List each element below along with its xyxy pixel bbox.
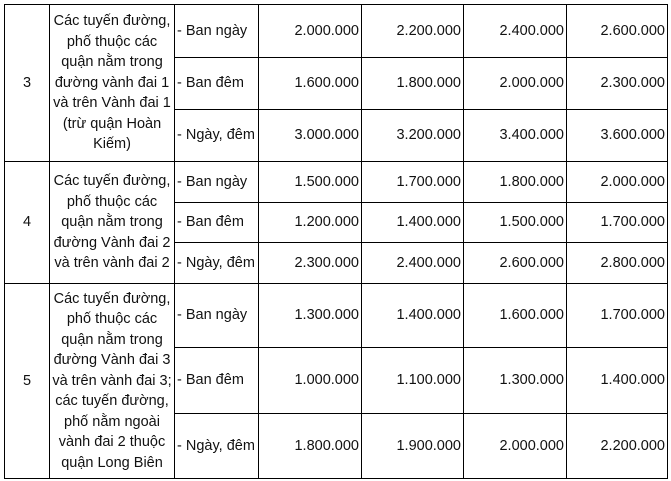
table-row xyxy=(5,162,668,203)
price-cell: 1.100.000 xyxy=(362,348,464,414)
price-cell: 2.300.000 xyxy=(259,243,362,284)
price-cell: 2.400.000 xyxy=(464,5,567,58)
price-cell: 2.600.000 xyxy=(464,243,567,284)
row-number: 4 xyxy=(5,162,50,284)
price-cell: 1.000.000 xyxy=(259,348,362,414)
price-cell: 2.000.000 xyxy=(464,414,567,479)
time-period: - Ban đêm xyxy=(175,348,259,414)
price-cell: 1.500.000 xyxy=(464,203,567,243)
price-cell: 2.000.000 xyxy=(259,5,362,58)
price-cell: 3.600.000 xyxy=(567,110,668,162)
time-period: - Ban ngày xyxy=(175,5,259,58)
route-description: Các tuyến đường, phố thuộc các quận nằm trong đường Vành đai 3 và trên vành đai 3; các tuyến đường, phố nằm ngoài vành đai 2 thuộc quận Long Biên xyxy=(50,284,175,479)
price-cell: 1.800.000 xyxy=(259,414,362,479)
price-cell: 3.200.000 xyxy=(362,110,464,162)
parking-fee-table xyxy=(4,4,668,479)
route-description: Các tuyến đường, phố thuộc các quận nằm trong đường vành đai 1 và trên Vành đai 1 (trừ quận Hoàn Kiếm) xyxy=(50,5,175,162)
price-cell: 1.300.000 xyxy=(464,348,567,414)
time-period: - Ngày, đêm xyxy=(175,110,259,162)
table-row xyxy=(5,5,668,58)
route-description: Các tuyến đường, phố thuộc các quận nằm trong đường Vành đai 2 và trên vành đai 2 xyxy=(50,162,175,284)
table-row xyxy=(5,284,668,348)
price-cell: 3.400.000 xyxy=(464,110,567,162)
price-cell: 1.700.000 xyxy=(567,284,668,348)
price-cell: 1.400.000 xyxy=(362,203,464,243)
price-cell: 2.300.000 xyxy=(567,58,668,110)
price-cell: 1.700.000 xyxy=(362,162,464,203)
price-cell: 1.400.000 xyxy=(362,284,464,348)
price-cell: 1.700.000 xyxy=(567,203,668,243)
price-cell: 2.200.000 xyxy=(567,414,668,479)
price-cell: 1.500.000 xyxy=(259,162,362,203)
time-period: - Ban đêm xyxy=(175,58,259,110)
time-period: - Ban ngày xyxy=(175,162,259,203)
price-cell: 2.000.000 xyxy=(567,162,668,203)
time-period: - Ngày, đêm xyxy=(175,243,259,284)
price-cell: 2.000.000 xyxy=(464,58,567,110)
price-cell: 1.600.000 xyxy=(259,58,362,110)
price-cell: 1.800.000 xyxy=(362,58,464,110)
price-cell: 2.400.000 xyxy=(362,243,464,284)
time-period: - Ngày, đêm xyxy=(175,414,259,479)
time-period: - Ban ngày xyxy=(175,284,259,348)
price-cell: 1.400.000 xyxy=(567,348,668,414)
price-cell: 2.200.000 xyxy=(362,5,464,58)
price-cell: 2.600.000 xyxy=(567,5,668,58)
price-cell: 1.300.000 xyxy=(259,284,362,348)
price-cell: 1.900.000 xyxy=(362,414,464,479)
price-cell: 3.000.000 xyxy=(259,110,362,162)
price-cell: 1.600.000 xyxy=(464,284,567,348)
row-number: 5 xyxy=(5,284,50,479)
price-cell: 1.800.000 xyxy=(464,162,567,203)
price-cell: 2.800.000 xyxy=(567,243,668,284)
row-number: 3 xyxy=(5,5,50,162)
time-period: - Ban đêm xyxy=(175,203,259,243)
price-cell: 1.200.000 xyxy=(259,203,362,243)
